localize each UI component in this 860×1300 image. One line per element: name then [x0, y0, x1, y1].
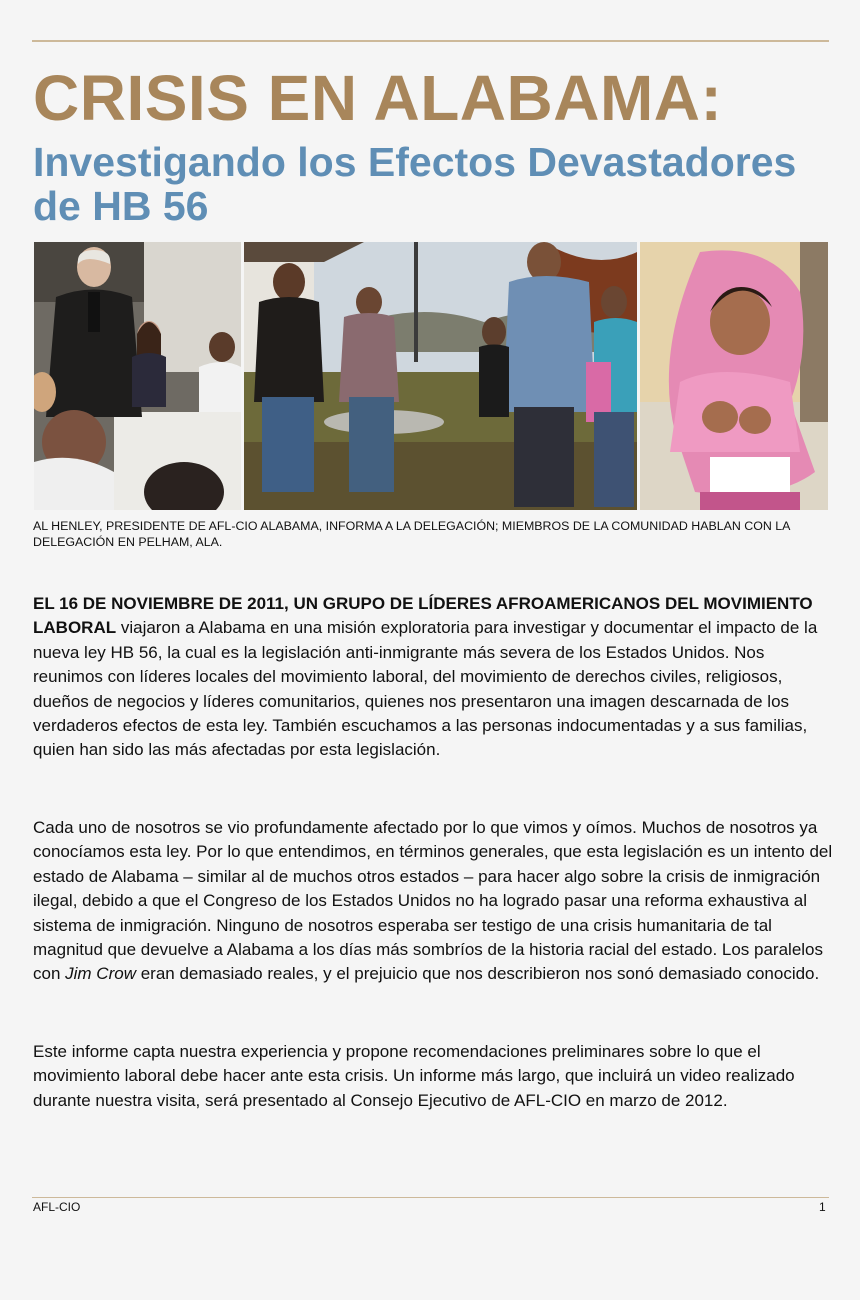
impact-text-b: eran demasiado reales, y el prejuicio que nos describieron nos sonó demasiado conocido. — [135, 964, 820, 984]
impact-jim-crow: Jim Crow — [65, 964, 136, 984]
photo-caption: AL HENLEY, PRESIDENTE DE AFL-CIO ALABAMA, INFORMA A LA DELEGACIÓN; MIEMBROS DE LA COMUNIDAD HABLAN CON LA DELEGACIÓN EN PELHAM, ALA. — [33, 519, 790, 549]
page-title: CRISIS EN ALABAMA: — [33, 62, 723, 134]
top-rule — [32, 40, 829, 42]
paragraph-impact — [33, 816, 833, 987]
photo-meeting — [34, 242, 241, 510]
intro-lead: EL 16 DE NOVIEMBRE DE 2011, UN GRUPO DE LÍDERES AFROAMERICANOS DEL MOVIMIENTO LABORAL — [33, 594, 813, 638]
paragraph-report: Este informe capta nuestra experiencia y propone recomendaciones preliminares sobre lo que el movimiento laboral debe hacer ante esta crisis. Un informe más largo, que incluirá un video realizado durante nuestra visita, será presentado al Consejo Ejecutivo de AFL-CIO en marzo de 2012. — [33, 1042, 795, 1110]
footer-rule — [32, 1197, 829, 1198]
photo-child — [640, 242, 828, 510]
page-number: 1 — [819, 1200, 826, 1214]
paragraph-intro — [33, 592, 833, 763]
intro-text: viajaron a Alabama en una misión exploratoria para investigar y documentar el impacto de la nueva ley HB 56, la cual es la legislación anti-inmigrante más severa de los Estados Unidos. Nos reunimos con líderes locales del movimiento laboral, del movimiento de derechos civiles, religiosos, dueños de negocios y líderes comunitarios, quienes nos presentaron una imagen descarnada de los verdaderos efectos de esta ley. También escuchamos a las personas indocumentadas y a sus familias, quien han sido las más afectadas por esta legislación. — [33, 618, 818, 760]
footer-org: AFL-CIO — [33, 1200, 81, 1214]
page-subtitle: Investigando los Efectos Devastadores de HB 56 — [33, 139, 797, 229]
photo-community — [244, 242, 637, 510]
impact-text-a: Cada uno de nosotros se vio profundamente afectado por lo que vimos y oímos. Muchos de nosotros ya conocíamos esta ley. Por lo que entendimos, en términos generales, que esta legislación es un intento del estado de Alabama – similar al de muchos otros estados – para hacer algo sobre la crisis de inmigración ilegal, debido a que el Congreso de los Estados Unidos no ha logrado pasar una reforma exhaustiva al sistema de inmigración. Ninguno de nosotros esperaba ser testigo de una crisis humanitaria de tal magnitud que devuelve a Alabama a los días más sombríos de la historia racial del estado. Los paralelos con — [33, 818, 833, 984]
